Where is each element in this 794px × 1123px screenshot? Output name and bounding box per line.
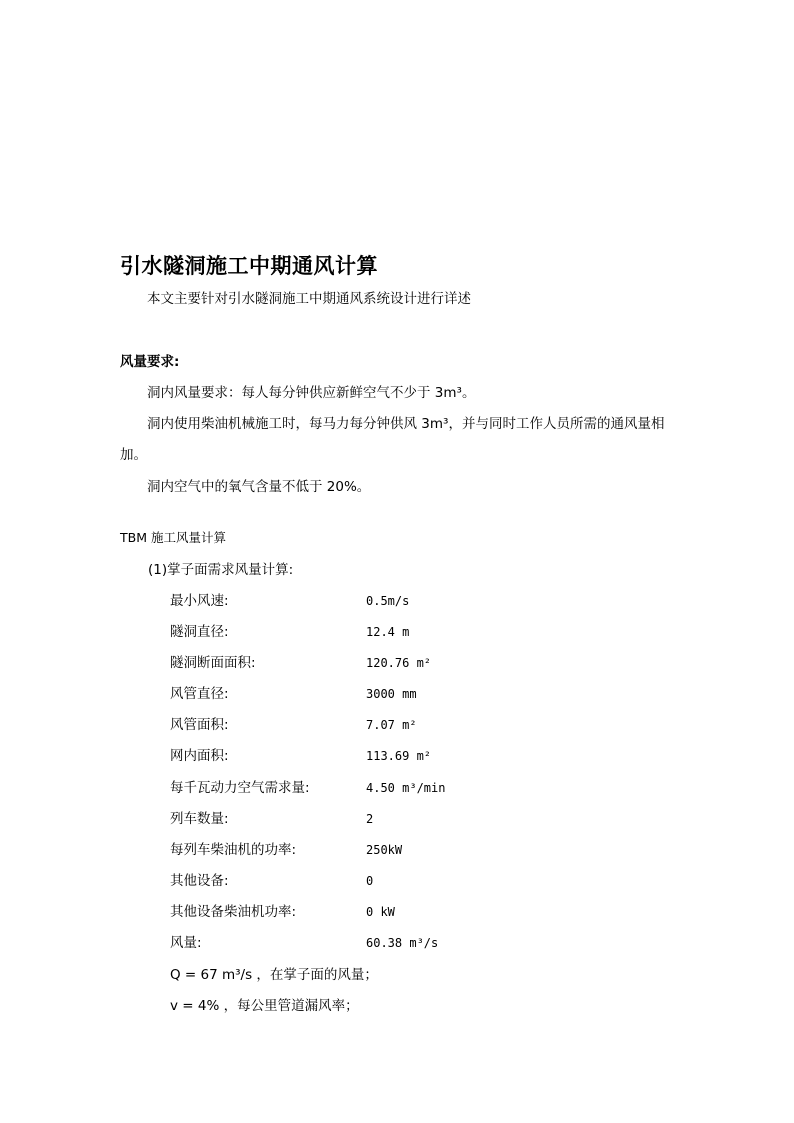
param-value: 60.38 m³/s xyxy=(366,936,439,950)
airflow-heading: 风量要求: xyxy=(120,354,180,370)
param-label: 风管直径: xyxy=(170,686,229,702)
param-label: 每千瓦动力空气需求量: xyxy=(170,780,310,796)
intro-text: 本文主要针对引水隧洞施工中期通风系统设计进行详述 xyxy=(147,291,471,307)
sub-heading: (1)掌子面需求风量计算: xyxy=(148,562,294,578)
requirement-1: 洞内风量要求：每人每分钟供应新鲜空气不少于 3m³。 xyxy=(147,385,476,401)
tbm-heading: TBM 施工风量计算 xyxy=(120,530,226,545)
param-label: 列车数量: xyxy=(170,811,229,827)
requirement-3: 洞内空气中的氧气含量不低于 20%。 xyxy=(147,479,371,495)
param-label: 最小风速: xyxy=(170,593,229,609)
param-label: 网内面积: xyxy=(170,748,229,764)
param-label: 其他设备柴油机功率: xyxy=(170,904,297,920)
param-label: 风管面积: xyxy=(170,717,229,733)
param-label: 其他设备: xyxy=(170,873,229,889)
note-q: Q = 67 m³/s ，在掌子面的风量； xyxy=(170,967,378,983)
param-label: 隧洞断面面积: xyxy=(170,655,256,671)
param-value: 0 kW xyxy=(366,905,395,919)
param-value: 0.5m/s xyxy=(366,594,410,608)
param-value: 2 xyxy=(366,812,374,826)
param-value: 4.50 m³/min xyxy=(366,781,446,795)
document-title: 引水隧洞施工中期通风计算 xyxy=(120,253,378,278)
param-label: 每列车柴油机的功率: xyxy=(170,842,297,858)
param-label: 风量: xyxy=(170,935,202,951)
param-value: 120.76 m² xyxy=(366,656,432,670)
param-value: 12.4 m xyxy=(366,625,410,639)
param-value: 250kW xyxy=(366,843,403,857)
param-label: 隧洞直径: xyxy=(170,624,229,640)
param-value: 3000 mm xyxy=(366,687,417,701)
param-value: 7.07 m² xyxy=(366,718,417,732)
requirement-2-line-1: 洞内使用柴油机械施工时，每马力每分钟供风 3m³，并与同时工作人员所需的通风量相 xyxy=(147,416,665,432)
note-v: v = 4% ，每公里管道漏风率； xyxy=(170,998,359,1014)
param-value: 113.69 m² xyxy=(366,749,432,763)
param-value: 0 xyxy=(366,874,374,888)
requirement-2-line-2: 加。 xyxy=(120,447,147,463)
